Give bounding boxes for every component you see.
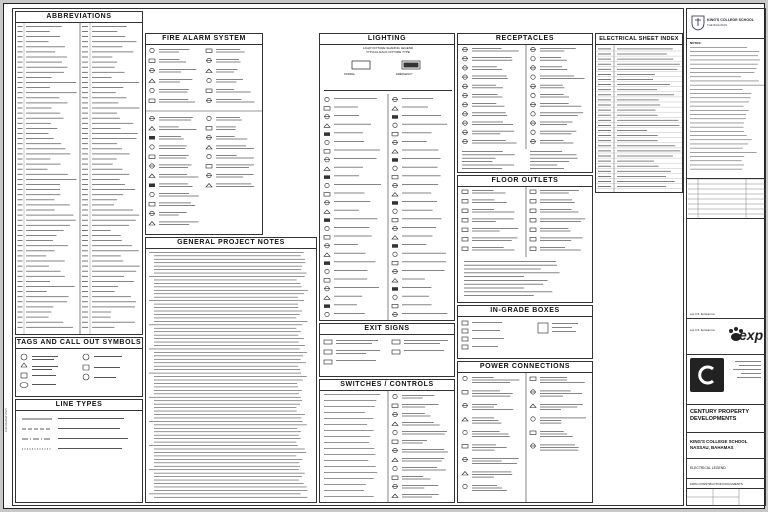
project-name: KING'S COLLEGE SCHOOL NASSAU, BAHAMAS bbox=[690, 439, 748, 450]
sheet-number-block bbox=[687, 489, 765, 506]
emergency-label: EMERGENCY bbox=[396, 73, 413, 76]
drawing-sheet bbox=[3, 3, 765, 509]
developer-c-icon bbox=[690, 358, 724, 392]
fire-alarm-panel bbox=[145, 33, 263, 235]
normal-label: NORMAL bbox=[344, 73, 356, 76]
tags-panel bbox=[15, 337, 143, 397]
sheet-index-panel bbox=[595, 33, 683, 193]
line-types-legend bbox=[16, 411, 143, 503]
line-types-title: LINE TYPES bbox=[16, 400, 142, 411]
firm-services: exp U.S. Services Inc. bbox=[690, 313, 716, 316]
firm-logo: exp bbox=[739, 327, 764, 343]
school-crest-icon bbox=[691, 15, 705, 31]
lighting-panel bbox=[319, 33, 455, 321]
sheet-title: ELECTRICAL LEGEND bbox=[690, 466, 726, 470]
switches-panel bbox=[319, 379, 455, 503]
developer-address-lines bbox=[727, 359, 763, 389]
revision-table bbox=[687, 179, 765, 219]
in-grade-legend bbox=[458, 317, 593, 359]
project-block bbox=[687, 433, 765, 459]
sheet-index-title: ELECTRICAL SHEET INDEX bbox=[596, 34, 682, 45]
developer-logo bbox=[690, 358, 724, 392]
power-connections-legend bbox=[458, 373, 593, 503]
shading-legend-label: LIGHT FIXTURE SHADING LEGEND bbox=[362, 47, 414, 50]
lighting-symbols bbox=[320, 94, 455, 321]
general-notes-title: GENERAL PROJECT NOTES bbox=[146, 238, 316, 249]
fire-alarm-legend bbox=[146, 45, 263, 235]
floor-outlets-title: FLOOR OUTLETS bbox=[458, 176, 592, 187]
notes-lines bbox=[688, 47, 766, 177]
floor-outlets-legend bbox=[458, 187, 593, 303]
power-connections-title: POWER CONNECTIONS bbox=[458, 362, 592, 373]
phase-block bbox=[687, 479, 765, 489]
abbreviations-table bbox=[16, 23, 143, 335]
lighting-title: LIGHTING bbox=[320, 34, 454, 45]
switches-legend bbox=[320, 391, 455, 503]
general-notes-panel bbox=[145, 237, 317, 503]
tags-symbols bbox=[16, 349, 143, 397]
receptacles-title: RECEPTACLES bbox=[458, 34, 592, 45]
shading-samples bbox=[324, 55, 452, 85]
exit-signs-title: EXIT SIGNS bbox=[320, 324, 454, 335]
fire-alarm-title: FIRE ALARM SYSTEM bbox=[146, 34, 262, 45]
sheet-number-grid bbox=[687, 489, 765, 506]
line-types-panel bbox=[15, 399, 143, 503]
in-grade-boxes-title: IN-GRADE BOXES bbox=[458, 306, 592, 317]
tags-title: TAGS AND CALL OUT SYMBOLS bbox=[16, 338, 142, 349]
side-stamp-text: FOR REVIEW ONLY bbox=[5, 407, 8, 432]
developer-name: CENTURY PROPERTY DEVELOPMENTS bbox=[690, 409, 749, 422]
exit-signs-legend bbox=[320, 335, 455, 377]
school-logo-text: KING'S COLLEGE SCHOOL bbox=[707, 18, 754, 22]
exit-signs-panel bbox=[319, 323, 455, 377]
developer-block bbox=[687, 355, 765, 405]
floor-outlets-panel bbox=[457, 175, 593, 303]
abbreviations-title: ABBREVIATIONS bbox=[16, 12, 142, 23]
client-logo-block bbox=[687, 9, 765, 39]
revision-grid bbox=[688, 179, 766, 219]
power-connections-panel bbox=[457, 361, 593, 503]
side-stamp bbox=[3, 344, 11, 434]
receptacles-legend bbox=[458, 45, 593, 173]
title-block bbox=[686, 8, 766, 506]
receptacles-panel bbox=[457, 33, 593, 173]
rack-fixture-label: TYPICAL RACK FIXTURE TYPE bbox=[366, 51, 410, 55]
firm-services-label: exp U.S. Services Inc. bbox=[690, 329, 716, 332]
abbreviations-panel bbox=[15, 11, 143, 335]
notes-label: NOTES: bbox=[690, 41, 702, 45]
in-grade-boxes-panel bbox=[457, 305, 593, 359]
firm-block bbox=[687, 219, 765, 319]
firm-logo-block bbox=[687, 319, 765, 355]
notes-block bbox=[687, 39, 765, 179]
switches-title: SWITCHES / CONTROLS bbox=[320, 380, 454, 391]
general-notes-text bbox=[146, 249, 317, 503]
lighting-shading-legend bbox=[324, 47, 452, 91]
drawing-area bbox=[12, 8, 684, 506]
school-logo-sub: THE BAHAMAS bbox=[707, 23, 728, 27]
phase-label: 100% CONSTRUCTION DOCUMENTS bbox=[690, 482, 743, 486]
sheet-title-block bbox=[687, 459, 765, 479]
sheet-index-table bbox=[596, 45, 683, 193]
developer-name-block bbox=[687, 405, 765, 433]
